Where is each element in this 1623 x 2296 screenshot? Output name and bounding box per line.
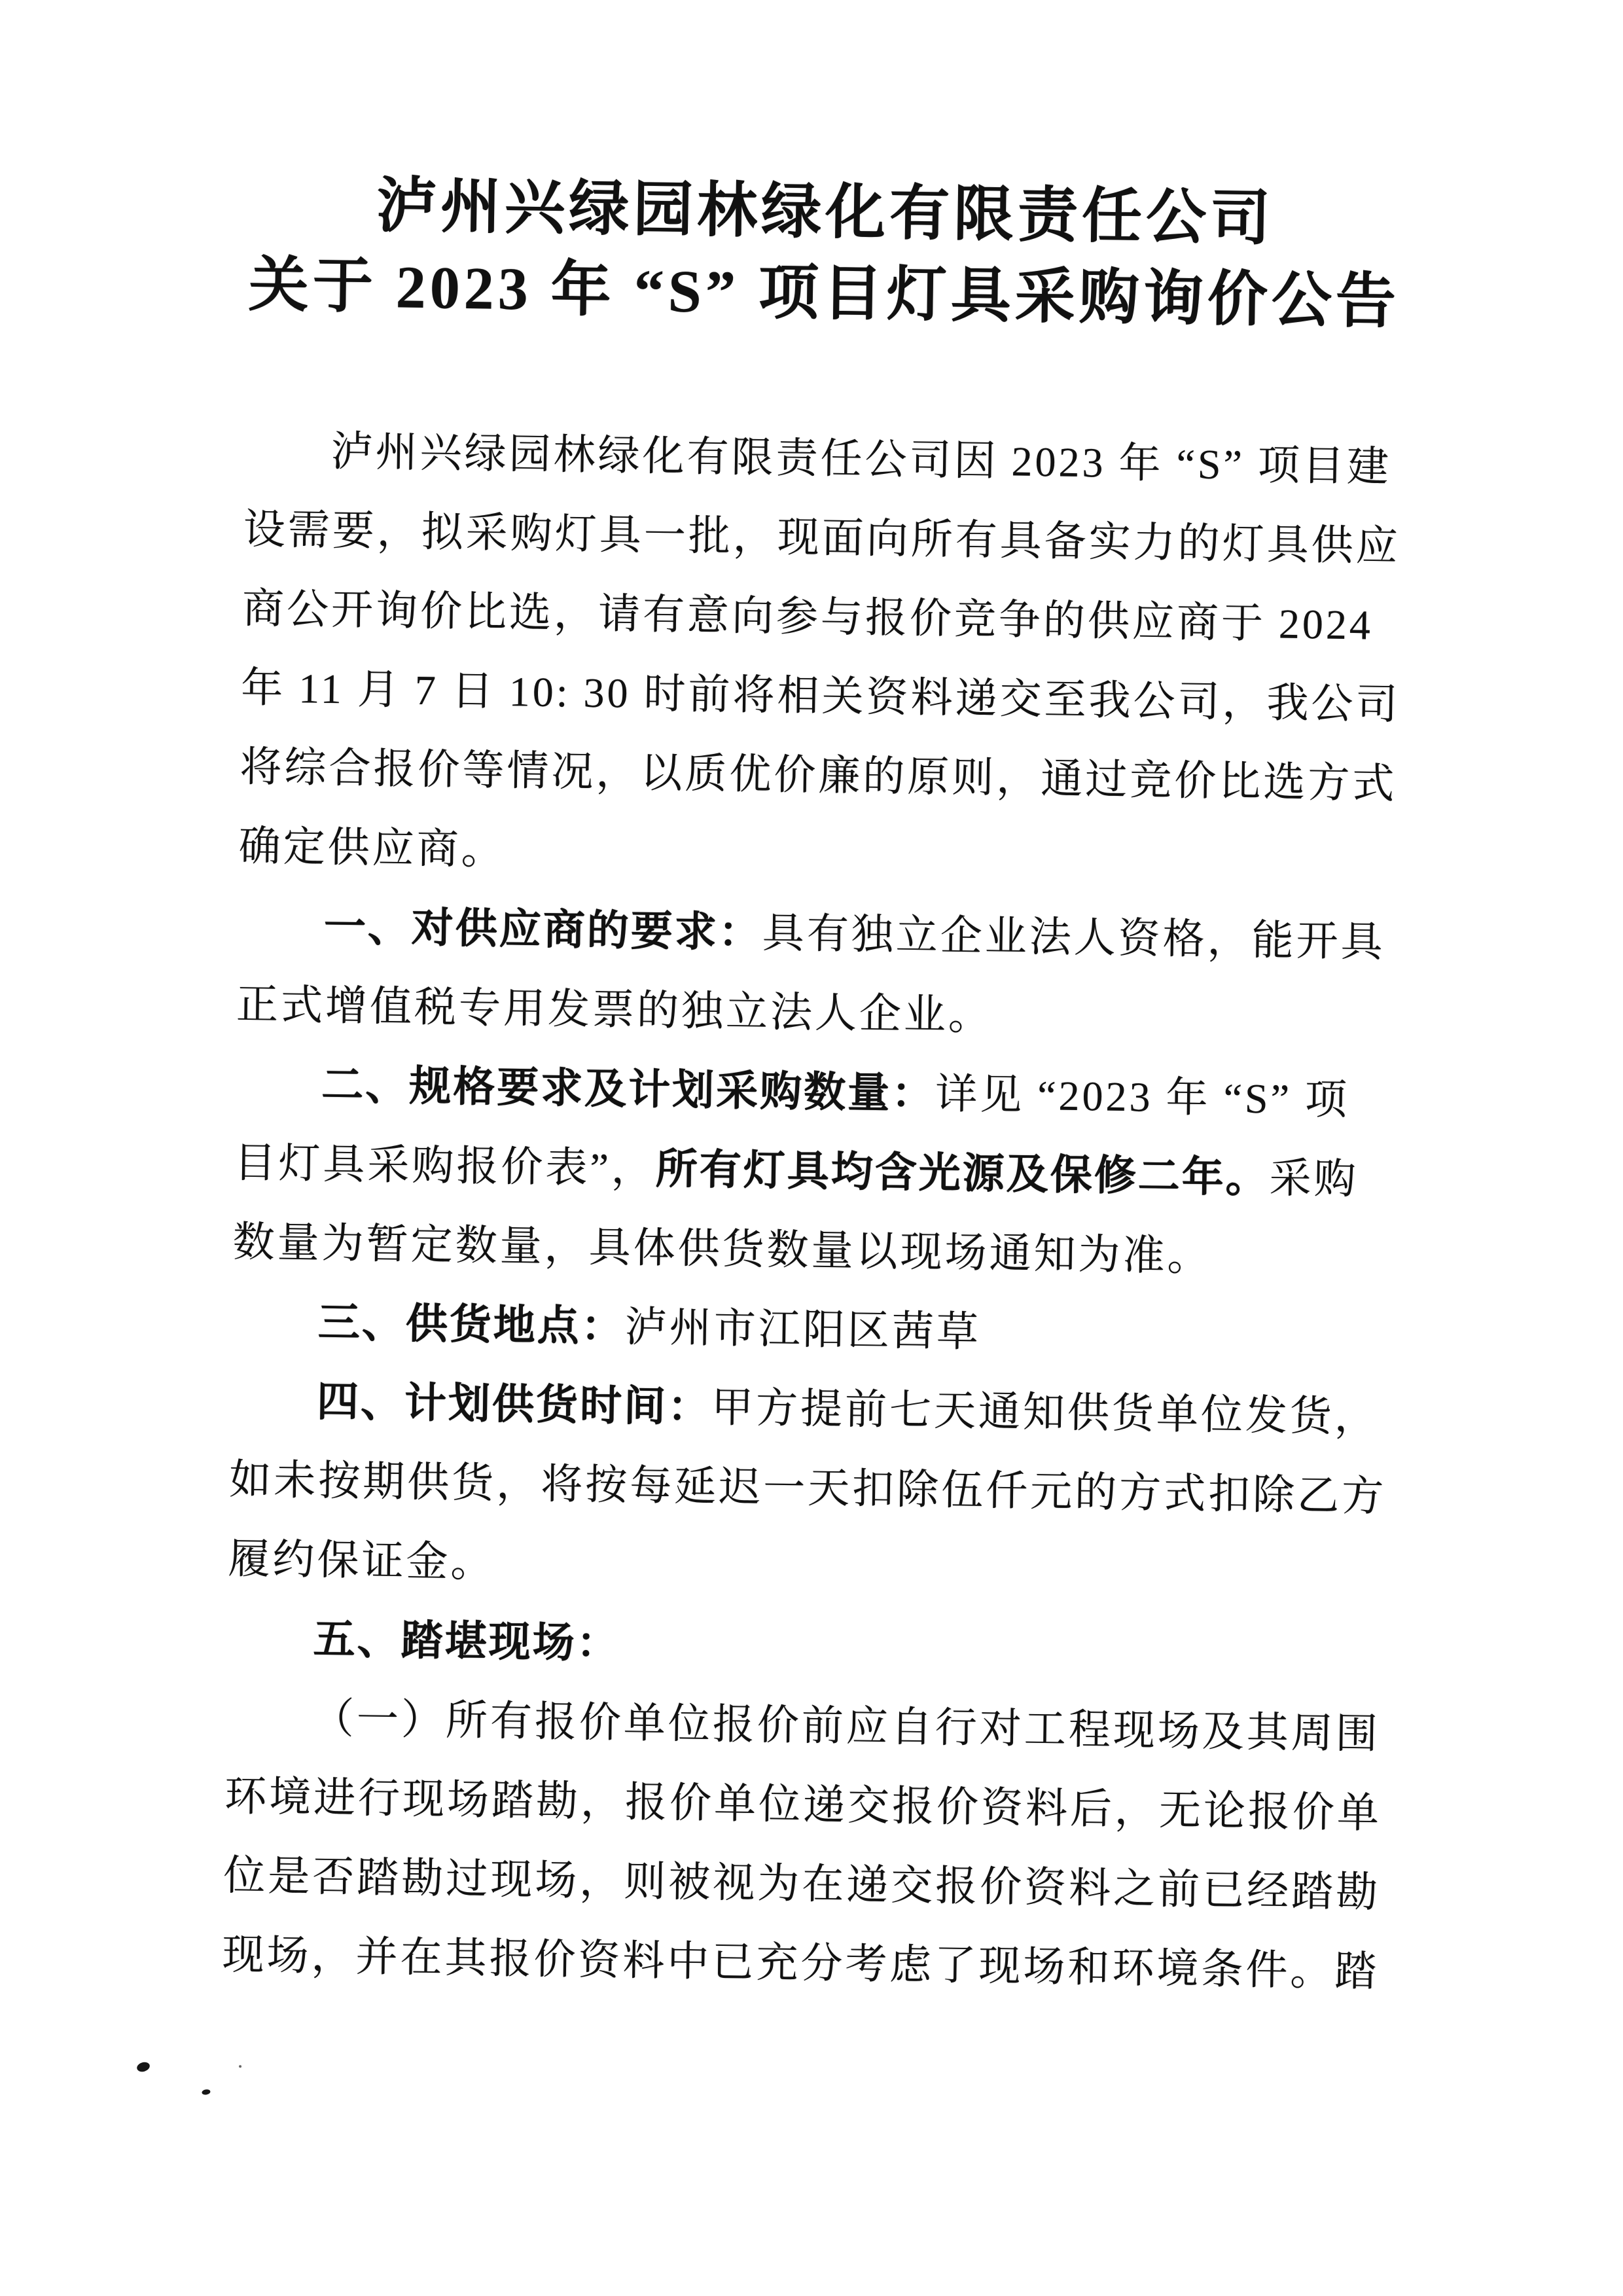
body-text xyxy=(222,410,1417,2011)
text-segment: 具有独立企业法人资格，能开具 xyxy=(762,909,1386,965)
bold-text-segment: 五、踏堪现场： xyxy=(313,1615,621,1667)
text-segment: 环境进行现场踏勘，报价单位递交报价资料后，无论报价单 xyxy=(224,1772,1382,1837)
text-segment: 履约保证金。 xyxy=(228,1535,496,1586)
text-segment: 年 11 月 7 日 10: 30 时前将相关资料递交至我公司，我公司 xyxy=(240,664,1401,728)
text-segment: 甲方提前七天通知供货单位发货， xyxy=(711,1384,1380,1441)
ink-speck xyxy=(202,2089,211,2095)
ink-speck xyxy=(135,2060,151,2073)
bold-text-segment: 一、对供应商的要求： xyxy=(323,902,763,956)
text-segment: 确定供应商。 xyxy=(238,822,507,874)
bold-text-segment: 所有灯具均含光源及保修二年。 xyxy=(655,1145,1270,1202)
text-segment: 目灯具采购报价表”， xyxy=(233,1139,656,1193)
text-segment: 泸州市江阳区茜草 xyxy=(624,1303,982,1355)
text-segment: （一）所有报价单位报价前应自行对工程现场及其周围 xyxy=(312,1695,1381,1757)
text-segment: 正式增值税专用发票的独立法人企业。 xyxy=(236,980,993,1039)
bold-text-segment: 四、计划供货时间： xyxy=(316,1377,712,1431)
text-segment: 位是否踏勘过现场，则被视为在递交报价资料之前已经踏勘 xyxy=(223,1852,1381,1916)
text-segment: 将综合报价等情况，以质优价廉的原则，通过竞价比选方式 xyxy=(239,743,1397,808)
document-title xyxy=(12,160,1623,346)
ink-speck xyxy=(239,2065,241,2068)
text-segment: 数量为暂定数量，具体供货数量以现场通知为准。 xyxy=(232,1218,1213,1280)
title-line-subject: 关于 2023 年 “S” 项目灯具采购询价公告 xyxy=(248,251,1400,336)
text-line xyxy=(222,1915,1395,2012)
text-segment: 设需要，拟采购灯具一批，现面向所有具备实力的灯具供应 xyxy=(243,506,1401,570)
text-segment: 泸州兴绿园林绿化有限责任公司因 2023 年 “S” 项目建 xyxy=(330,427,1392,491)
text-segment: 现场，并在其报价资料中已充分考虑了现场和环境条件。踏 xyxy=(222,1931,1380,1996)
text-segment: 如未按期供货，将按每延迟一天扣除伍仟元的方式扣除乙方 xyxy=(228,1456,1387,1520)
bold-text-segment: 二、规格要求及计划采购数量： xyxy=(321,1060,936,1117)
text-segment: 采购 xyxy=(1269,1155,1359,1203)
bold-text-segment: 三、供货地点： xyxy=(317,1298,626,1350)
title-line-company: 泸州兴绿园林绿化有限责任公司 xyxy=(376,171,1275,253)
text-segment: 详见 “2023 年 “S” 项 xyxy=(935,1070,1350,1124)
text-segment: 商公开询价比选，请有意向参与报价竞争的供应商于 2024 xyxy=(241,585,1374,649)
